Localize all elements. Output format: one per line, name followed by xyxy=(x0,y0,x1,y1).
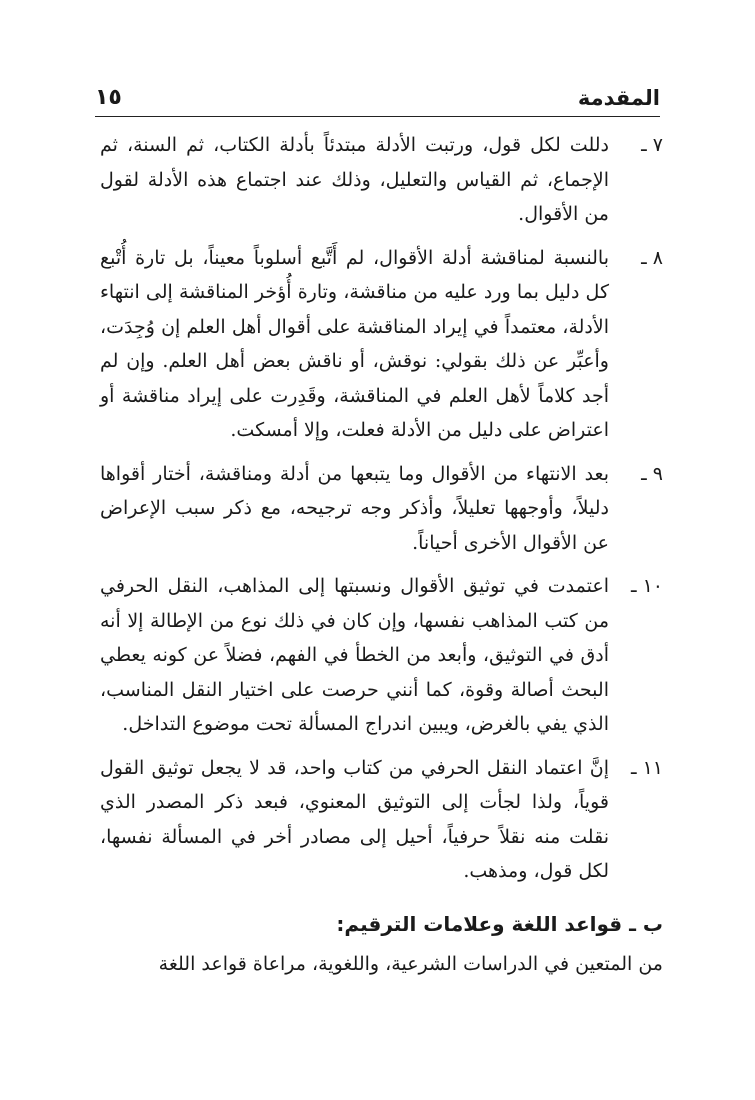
item-number: ٧ ـ xyxy=(641,134,663,156)
list-item xyxy=(100,128,663,232)
header-divider xyxy=(95,116,660,117)
item-text: اعتمدت في توثيق الأقوال ونسبتها إلى المذاهب، النقل الحرفي من كتب المذاهب نفسها، وإن كان في ذلك نوع من الإطالة إلا أنه أدق في التوثيق، وأبعد من الخطأ في الفهم، فضلاً عن كونه يعطي البحث أصالة وقوة، كما أنني حرصت على اختيار النقل المناسب، الذي يفي بالغرض، ويبين اندراج المسألة تحت موضوع التداخل. xyxy=(100,575,609,735)
list-item xyxy=(100,457,663,561)
item-number: ١١ ـ xyxy=(630,756,663,779)
item-number: ١٠ ـ xyxy=(630,575,663,597)
item-number: ٩ ـ xyxy=(641,462,663,485)
item-text: بالنسبة لمناقشة أدلة الأقوال، لم أَتَّبع أسلوباً معيناً، بل تارة أُتْبع كل دليل بما ورد عليه من مناقشة، وتارة أُؤخر المناقشة إلى انتهاء الأدلة، معتمداً في إيراد المناقشة على أقوال أهل العلم إن وُجِدَت، وأعبِّر عن ذلك بقولي: نوقش، أو ناقش بعض أهل العلم. وإن لم أجد كلاماً لأهل العلم في المناقشة، وقَدِرت على إيراد مناقشة أو اعتراض على دليل من الأدلة فعلت، وإلا أمسكت. xyxy=(100,246,609,441)
chapter-title: المقدمة xyxy=(577,86,660,110)
item-text: دللت لكل قول، ورتبت الأدلة مبتدئاً بأدلة الكتاب، ثم السنة، ثم الإجماع، ثم القياس والتعليل، وذلك عند اجتماع هذه الأدلة لقول من الأقوال. xyxy=(100,134,609,225)
section-paragraph: من المتعين في الدراسات الشرعية، واللغوية، مراعاة قواعد اللغة xyxy=(158,952,663,975)
list-item xyxy=(100,241,663,448)
item-text: بعد الانتهاء من الأقوال وما يتبعها من أدلة ومناقشة، أختار أقواها دليلاً، وأوجهها تعليلاً، وأذكر وجه ترجيحه، مع ذكر سبب الإعراض عن الأقوال الأخرى أحياناً. xyxy=(100,462,609,554)
page-content xyxy=(100,128,663,981)
item-number: ٨ ـ xyxy=(641,246,663,269)
section-heading: ب ـ قواعد اللغة وعلامات الترقيم: xyxy=(336,911,663,936)
page-header xyxy=(95,70,660,110)
page-number: ١٥ xyxy=(95,85,122,110)
list-item xyxy=(100,569,663,742)
item-text: إنَّ اعتماد النقل الحرفي من كتاب واحد، قد لا يجعل توثيق القول قوياً، ولذا لجأت إلى التوثيق المعنوي، فبعد ذكر المصدر الذي نقلت منه نقلاً حرفياً، أحيل إلى مصادر أخر في المسألة نفسها، لكل قول، ومذهب. xyxy=(100,756,609,882)
list-item xyxy=(100,751,663,889)
